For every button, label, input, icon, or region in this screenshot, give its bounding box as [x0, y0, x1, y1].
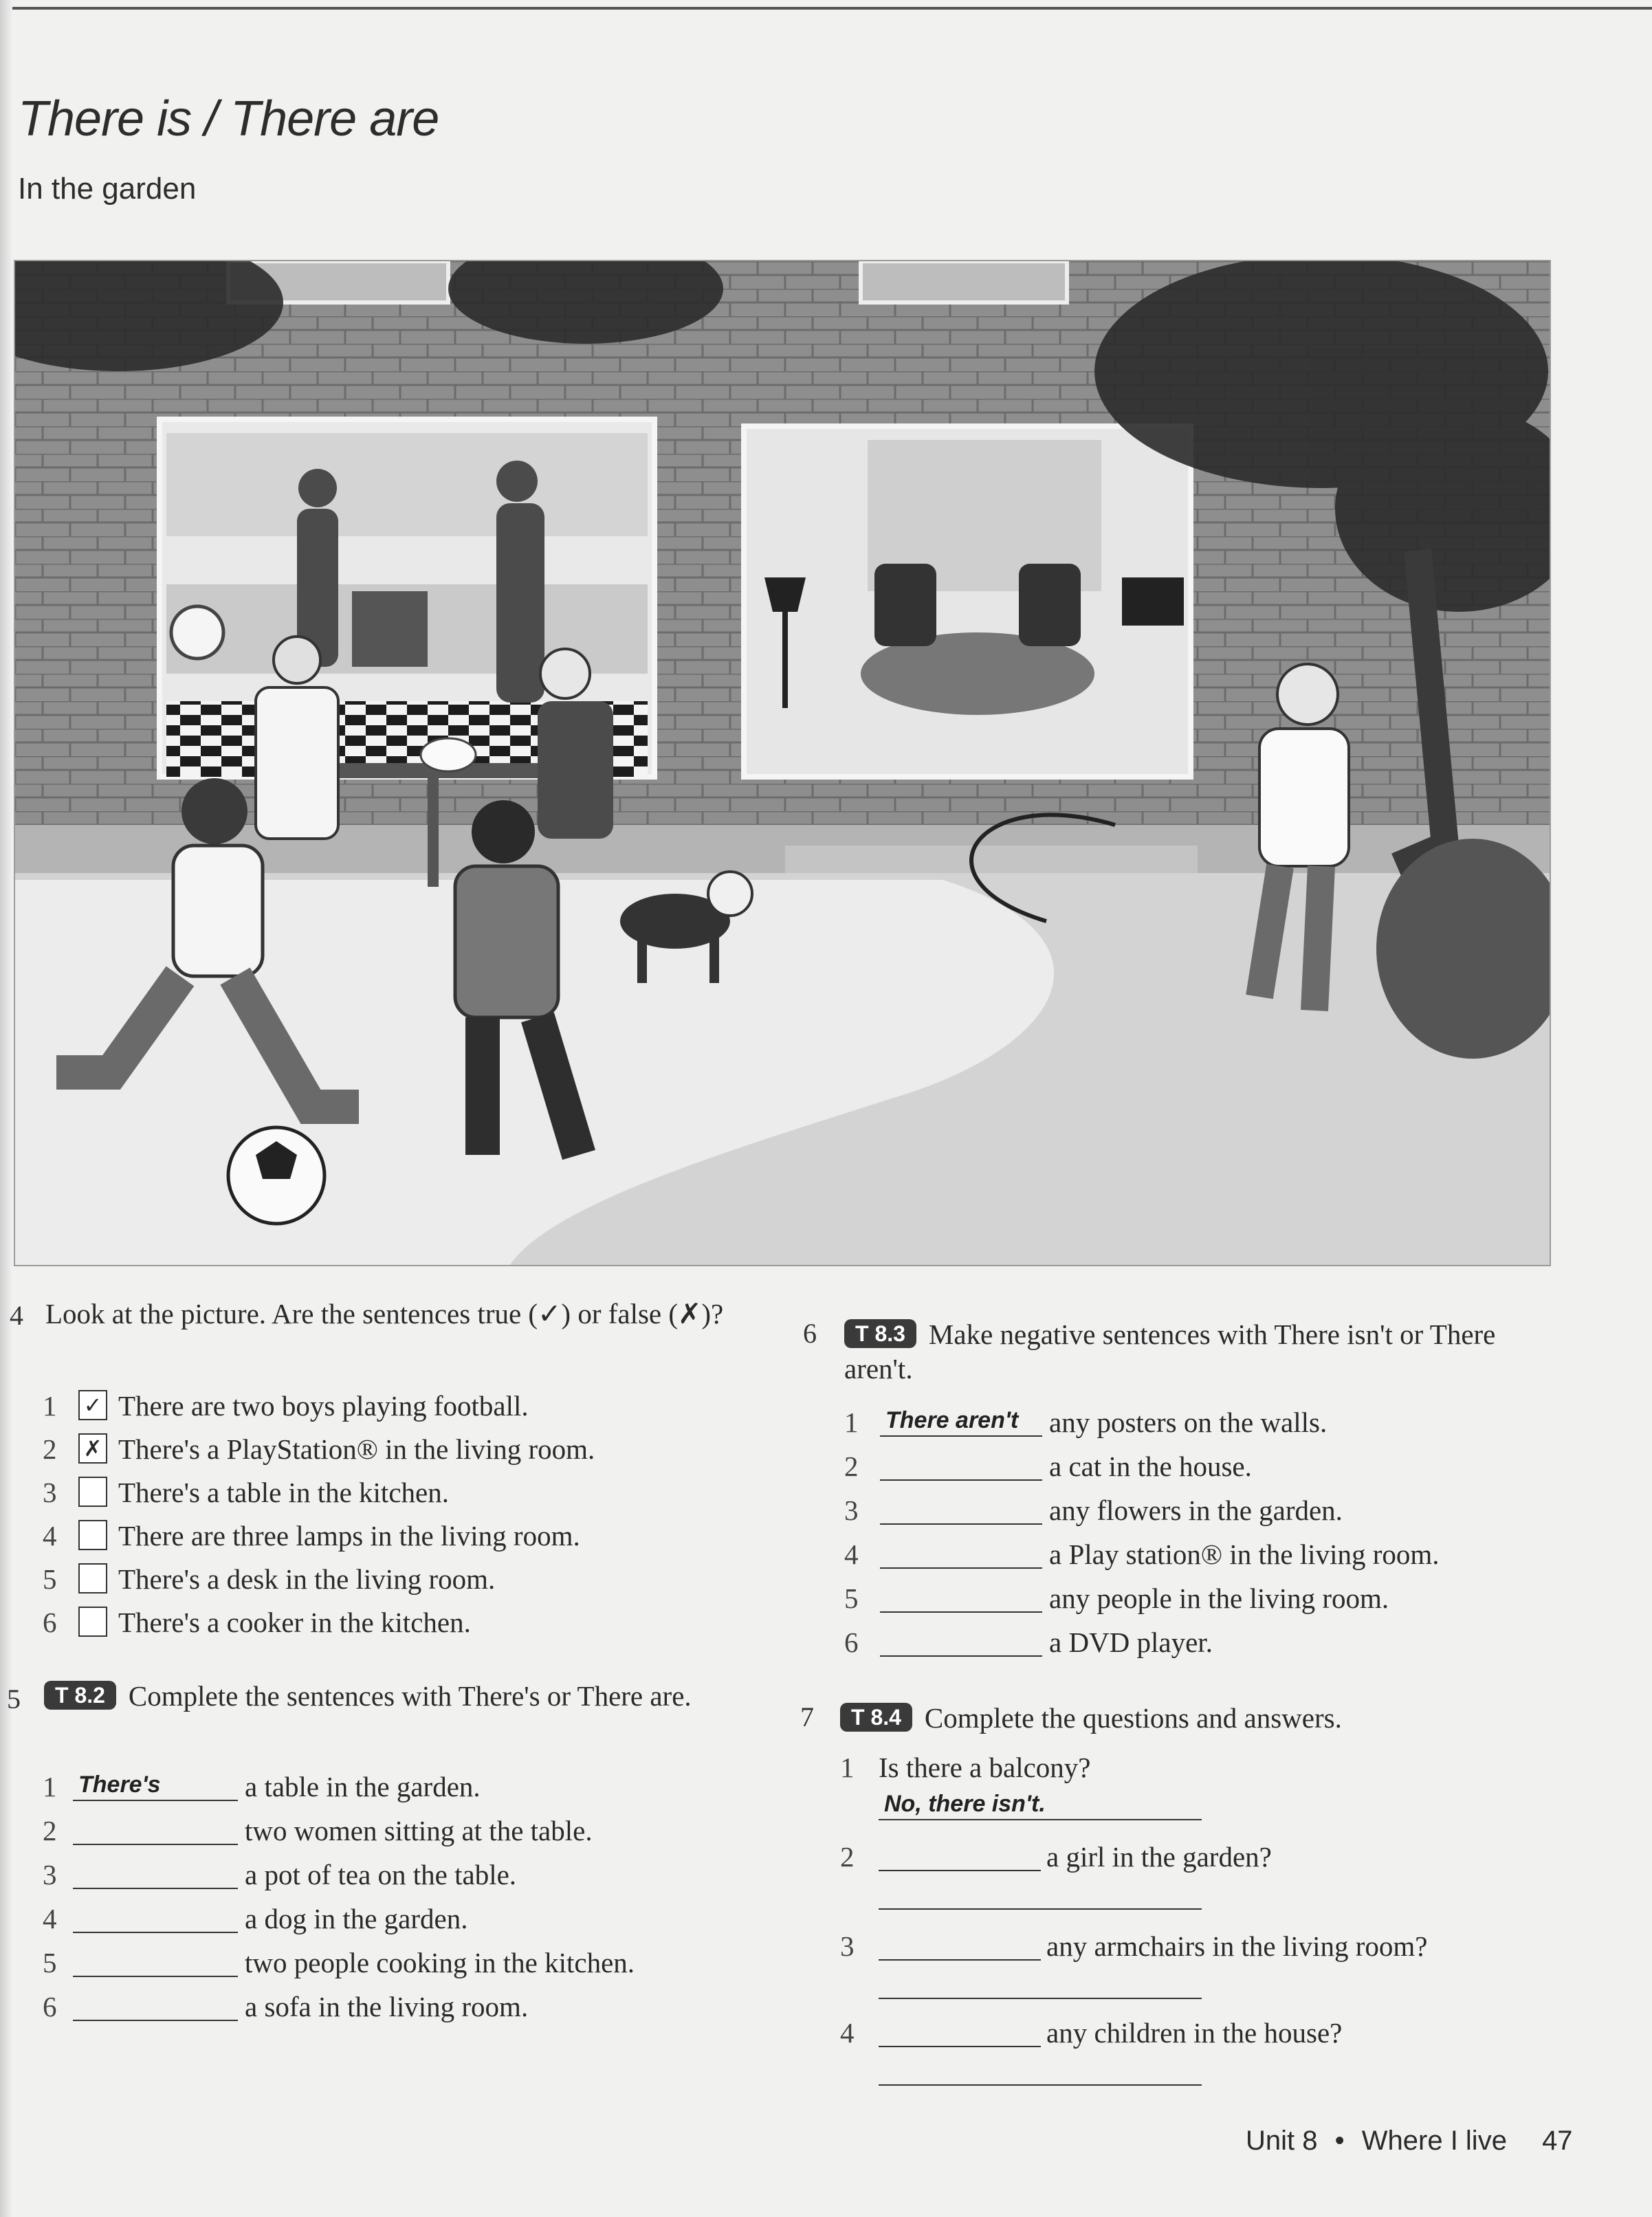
item-text: a DVD player. [1049, 1626, 1213, 1658]
answer-blank[interactable] [879, 2055, 1202, 2086]
question-blank[interactable] [879, 1841, 1041, 1871]
exercise-7-number: 7 [800, 1701, 814, 1732]
item-text: There's a PlayStation® in the living room. [118, 1433, 595, 1465]
footer-page-number: 47 [1542, 2126, 1573, 2156]
item-number: 2 [844, 1451, 859, 1482]
item-text: any flowers in the garden. [1049, 1494, 1343, 1526]
item-number: 3 [844, 1494, 859, 1526]
item-text: There's a table in the kitchen. [118, 1477, 449, 1508]
item-number: 2 [43, 1815, 57, 1846]
item-number: 5 [844, 1582, 859, 1614]
tv [1122, 577, 1184, 626]
answer-checkbox[interactable] [78, 1563, 107, 1593]
exercise-6-instruction [844, 1317, 1532, 1386]
answer-blank[interactable] [73, 1991, 238, 2021]
answer-blank[interactable]: No, there isn't. [879, 1790, 1202, 1820]
washing-machine [171, 606, 223, 659]
track-badge: T 8.4 [840, 1703, 912, 1732]
garden-scene-drawing [15, 261, 1550, 1265]
item-text: a dog in the garden. [245, 1903, 468, 1934]
item-number: 4 [43, 1520, 57, 1552]
exercise-6-text: Make negative sentences with There isn't or There aren't. [844, 1319, 1496, 1385]
item-number: 5 [43, 1947, 57, 1978]
page-subtitle: In the garden [18, 172, 197, 206]
item-number: 1 [43, 1390, 57, 1422]
upper-window [861, 261, 1067, 302]
item-number: 3 [840, 1930, 855, 1962]
answer-checkbox[interactable]: ✗ [78, 1433, 107, 1464]
answer-blank[interactable]: There aren't [880, 1407, 1042, 1437]
exercise-7-item [840, 1929, 1528, 2011]
item-text: two women sitting at the table. [245, 1815, 593, 1846]
answer-checkbox[interactable]: ✓ [78, 1390, 107, 1420]
item-number: 3 [43, 1477, 57, 1508]
item-number: 6 [844, 1626, 859, 1658]
answer-checkbox[interactable] [78, 1477, 107, 1507]
item-number: 6 [43, 1607, 57, 1638]
kitchen-cabinets [166, 433, 648, 536]
item-number: 6 [43, 1991, 57, 2022]
question-text: any children in the house? [1046, 2017, 1343, 2049]
question-text: any armchairs in the living room? [1046, 1930, 1428, 1962]
answer-blank[interactable] [73, 1815, 238, 1845]
item-text: There's a desk in the living room. [118, 1563, 496, 1595]
answer-blank[interactable] [73, 1903, 238, 1933]
armchair [1019, 564, 1081, 646]
item-text: a sofa in the living room. [245, 1991, 529, 2022]
answer-blank[interactable] [879, 1969, 1202, 1999]
footer-section: Where I live [1361, 2126, 1507, 2156]
item-number: 2 [43, 1433, 57, 1465]
exercise-7-text: Complete the questions and answers. [924, 1702, 1342, 1734]
item-text: a pot of tea on the table. [245, 1859, 517, 1890]
armchair [874, 564, 936, 646]
answer-blank[interactable] [880, 1626, 1042, 1657]
item-number: 4 [43, 1903, 57, 1934]
question-blank[interactable] [879, 2017, 1041, 2047]
question-text: a girl in the garden? [1046, 1841, 1272, 1873]
answer-blank[interactable] [879, 1879, 1202, 1910]
footer-unit: Unit 8 [1246, 2126, 1318, 2156]
page-title: There is / There are [18, 91, 439, 146]
item-text: There's a cooker in the kitchen. [118, 1607, 471, 1638]
item-text: any posters on the walls. [1049, 1407, 1328, 1438]
item-text: two people cooking in the kitchen. [245, 1947, 635, 1978]
exercise-7-instruction [840, 1701, 1528, 1735]
page-edge-shadow [0, 0, 12, 2217]
item-text: any people in the living room. [1049, 1582, 1389, 1614]
answer-blank[interactable] [73, 1859, 238, 1889]
item-text: There are three lamps in the living room. [118, 1520, 580, 1552]
item-text: There are two boys playing football. [118, 1390, 529, 1422]
answer-blank[interactable] [880, 1538, 1042, 1569]
top-rule [0, 7, 1652, 10]
exercise-7-item [840, 2016, 1528, 2098]
item-number: 2 [840, 1841, 855, 1873]
exercise-5-instruction [44, 1679, 731, 1713]
item-text: a Play station® in the living room. [1049, 1538, 1440, 1570]
answer-checkbox[interactable] [78, 1520, 107, 1550]
item-number: 1 [840, 1752, 855, 1783]
answer-checkbox[interactable] [78, 1607, 107, 1637]
exercise-4-instruction: Look at the picture. Are the sentences true (✓) or false (✗)? [45, 1298, 724, 1330]
exercise-4-number: 4 [10, 1300, 23, 1331]
teapot [421, 738, 476, 771]
exercise-7-item [840, 1750, 1528, 1833]
item-number: 1 [844, 1407, 859, 1438]
exercise-7-item [840, 1840, 1528, 1922]
item-number: 3 [43, 1859, 57, 1890]
page-footer [1246, 2126, 1583, 2157]
exercise-5-text: Complete the sentences with There's or There are. [128, 1680, 692, 1712]
exercise-6-number: 6 [803, 1318, 817, 1349]
answer-blank[interactable] [73, 1947, 238, 1977]
track-badge: T 8.3 [844, 1319, 916, 1348]
question-blank[interactable] [879, 1930, 1041, 1961]
item-number: 4 [844, 1538, 859, 1570]
oven [352, 591, 428, 667]
answer-blank[interactable] [880, 1451, 1042, 1481]
item-text: a table in the garden. [245, 1771, 481, 1802]
exercise-5-number: 5 [7, 1684, 21, 1714]
answer-blank[interactable] [880, 1582, 1042, 1613]
item-number: 1 [43, 1771, 57, 1802]
answer-blank[interactable] [880, 1494, 1042, 1525]
item-text: a cat in the house. [1049, 1451, 1252, 1482]
footer-bullet: • [1334, 2126, 1345, 2156]
item-number: 4 [840, 2017, 855, 2049]
item-number: 5 [43, 1563, 57, 1595]
question-text: Is there a balcony? [879, 1752, 1091, 1783]
answer-blank[interactable]: There's [73, 1771, 238, 1801]
track-badge: T 8.2 [44, 1681, 116, 1710]
garden-illustration [14, 260, 1551, 1266]
